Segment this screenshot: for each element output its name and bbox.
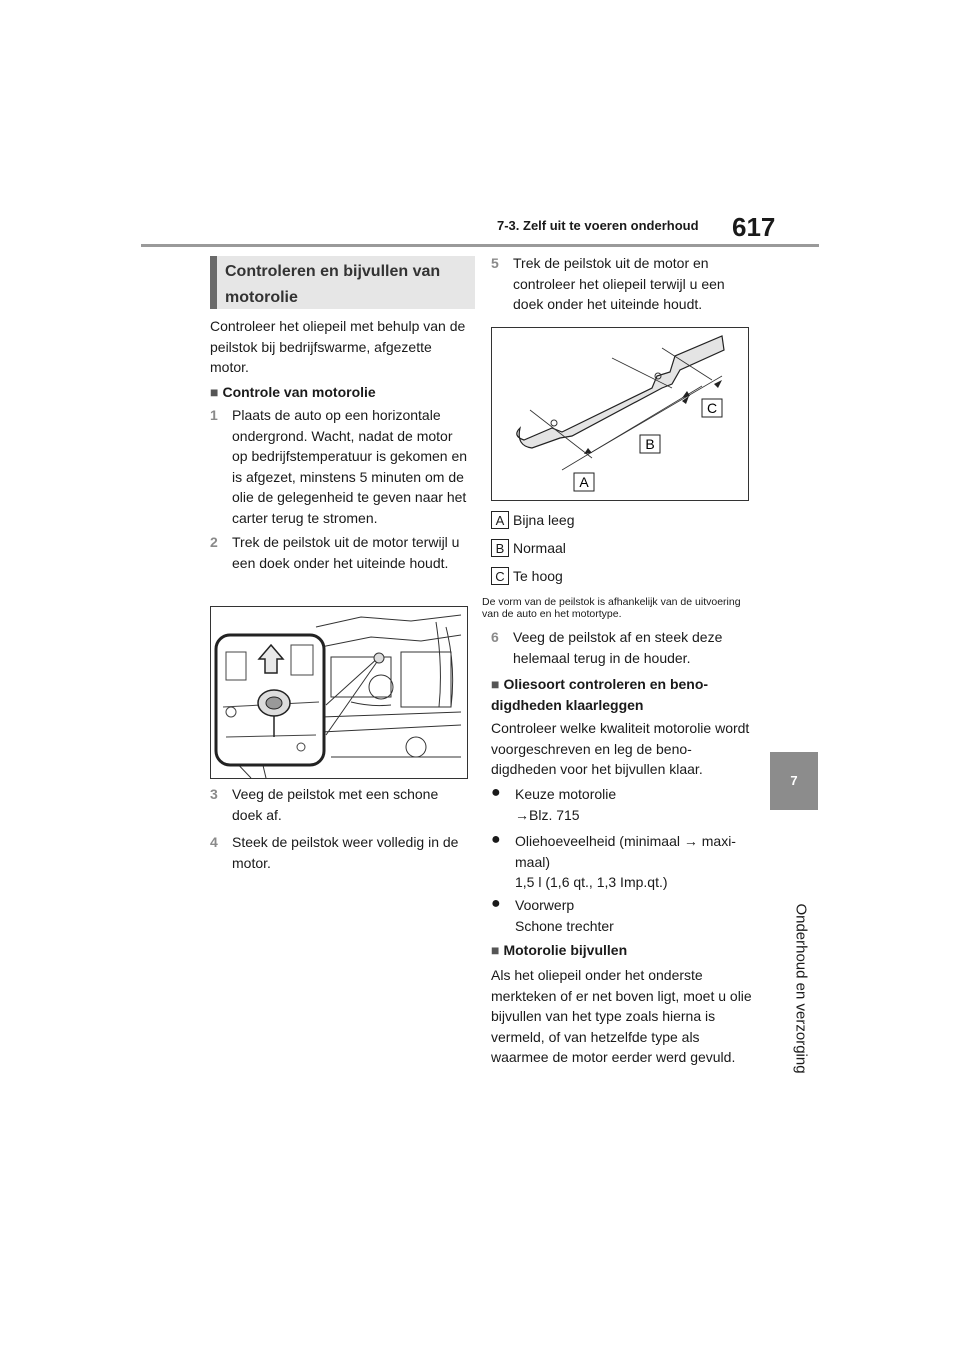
section-heading-box bbox=[210, 256, 475, 309]
prepare-paragraph: Controleer welke kwaliteit motorolie wordt voorgeschreven en leg de beno- digdheden voor het bijvullen klaar. bbox=[491, 720, 750, 777]
bullet-dot-icon: ● bbox=[491, 831, 501, 848]
step-number: 5 bbox=[491, 255, 499, 271]
step-2 bbox=[210, 532, 468, 573]
square-bullet-icon: ■ bbox=[210, 384, 219, 400]
legend-letter: C bbox=[491, 567, 509, 585]
refill-paragraph: Als het oliepeil onder het onderste merkteken of er net boven ligt, moet u olie bijvullen van het type zoals hierna is vermeld, of van hetzelfde type als waarmee de motor eerder werd gevuld. bbox=[491, 967, 752, 1065]
bullet-title: Voorwerp bbox=[515, 897, 575, 913]
dipstick-level-illustration bbox=[491, 327, 749, 501]
subheading-prepare-text: Oliesoort controleren en beno- digdheden klaarleggen bbox=[491, 676, 709, 713]
step-text: Trek de peilstok uit de motor terwijl u een doek onder het uiteinde houdt. bbox=[232, 534, 460, 571]
square-bullet-icon: ■ bbox=[491, 942, 500, 958]
engine-dipstick-illustration bbox=[210, 606, 468, 779]
step-1 bbox=[210, 405, 468, 528]
step-number: 6 bbox=[491, 629, 499, 645]
legend-letter: A bbox=[491, 511, 509, 529]
running-header: 7-3. Zelf uit te voeren onderhoud bbox=[497, 218, 699, 233]
subheading-refill-text: Motorolie bijvullen bbox=[503, 942, 628, 958]
step-3 bbox=[210, 784, 468, 825]
legend-text: Normaal bbox=[513, 540, 566, 556]
legend-b bbox=[491, 539, 566, 557]
subheading-refill bbox=[491, 942, 627, 958]
step-number: 3 bbox=[210, 786, 218, 802]
bullet-oil-quantity bbox=[491, 831, 753, 893]
step-text: Veeg de peilstok met een schone doek af. bbox=[232, 786, 439, 823]
step-text: Steek de peilstok weer volledig in de motor. bbox=[232, 834, 459, 871]
step-text: Veeg de peilstok af en steek deze helemaal terug in de houder. bbox=[513, 629, 723, 666]
dipstick-drawing bbox=[492, 328, 748, 500]
marker-a-label: A bbox=[579, 474, 589, 490]
step-6 bbox=[491, 627, 753, 668]
legend-text: Te hoog bbox=[513, 568, 563, 584]
step-number: 1 bbox=[210, 407, 218, 423]
step-text: Trek de peilstok uit de motor en controleer het oliepeil terwijl u een doek onder het uiteinde houdt. bbox=[513, 255, 725, 312]
chapter-tab: 7 bbox=[770, 752, 818, 810]
header-rule bbox=[141, 244, 819, 247]
bullet-item bbox=[491, 895, 753, 936]
bullet-title: Oliehoeveelheid (minimaal → maxi- maal) bbox=[515, 833, 736, 870]
intro-paragraph: Controleer het oliepeil met behulp van de peilstok bij bedrijfswarme, afgezette motor. bbox=[210, 318, 466, 375]
legend-c bbox=[491, 567, 563, 585]
subheading-check bbox=[210, 384, 376, 400]
marker-c-label: C bbox=[706, 400, 718, 416]
bullet-detail: →Blz. 715 bbox=[515, 806, 580, 823]
bullet-dot-icon: ● bbox=[491, 895, 501, 912]
dipstick-note: De vorm van de peilstok is afhankelijk van de uitvoering van de auto en het motortype. bbox=[482, 596, 741, 620]
bullet-detail: 1,5 l (1,6 qt., 1,3 Imp.qt.) bbox=[515, 874, 668, 890]
bullet-detail: Schone trechter bbox=[515, 917, 614, 934]
step-text: Plaats de auto op een horizontale ondergrond. Wacht, nadat de motor op bedrijfstemperatuur is gekomen en is afgezet, minstens 5 minuten om de olie de gelegenheid te geven naar het carter terug te stromen. bbox=[232, 407, 468, 526]
step-number: 4 bbox=[210, 834, 218, 850]
subheading-prepare bbox=[491, 674, 753, 715]
step-4 bbox=[210, 832, 468, 873]
square-bullet-icon: ■ bbox=[491, 676, 500, 692]
chapter-title-vertical: Onderhoud en verzorging bbox=[792, 903, 810, 1074]
marker-b-label: B bbox=[645, 436, 655, 452]
legend-text: Bijna leeg bbox=[513, 512, 575, 528]
step-number: 2 bbox=[210, 534, 218, 550]
bullet-dot-icon: ● bbox=[491, 784, 501, 801]
legend-letter: B bbox=[491, 539, 509, 557]
legend-a bbox=[491, 511, 575, 529]
step-5 bbox=[491, 253, 753, 315]
bullet-oil-choice bbox=[491, 784, 753, 825]
bullet-title: Keuze motorolie bbox=[515, 786, 617, 802]
subheading-check-text: Controle van motorolie bbox=[222, 384, 376, 400]
page-number: 617 bbox=[732, 212, 776, 242]
engine-bay-drawing bbox=[211, 607, 467, 778]
section-heading: Controleren en bijvullen van motorolie bbox=[225, 263, 441, 306]
